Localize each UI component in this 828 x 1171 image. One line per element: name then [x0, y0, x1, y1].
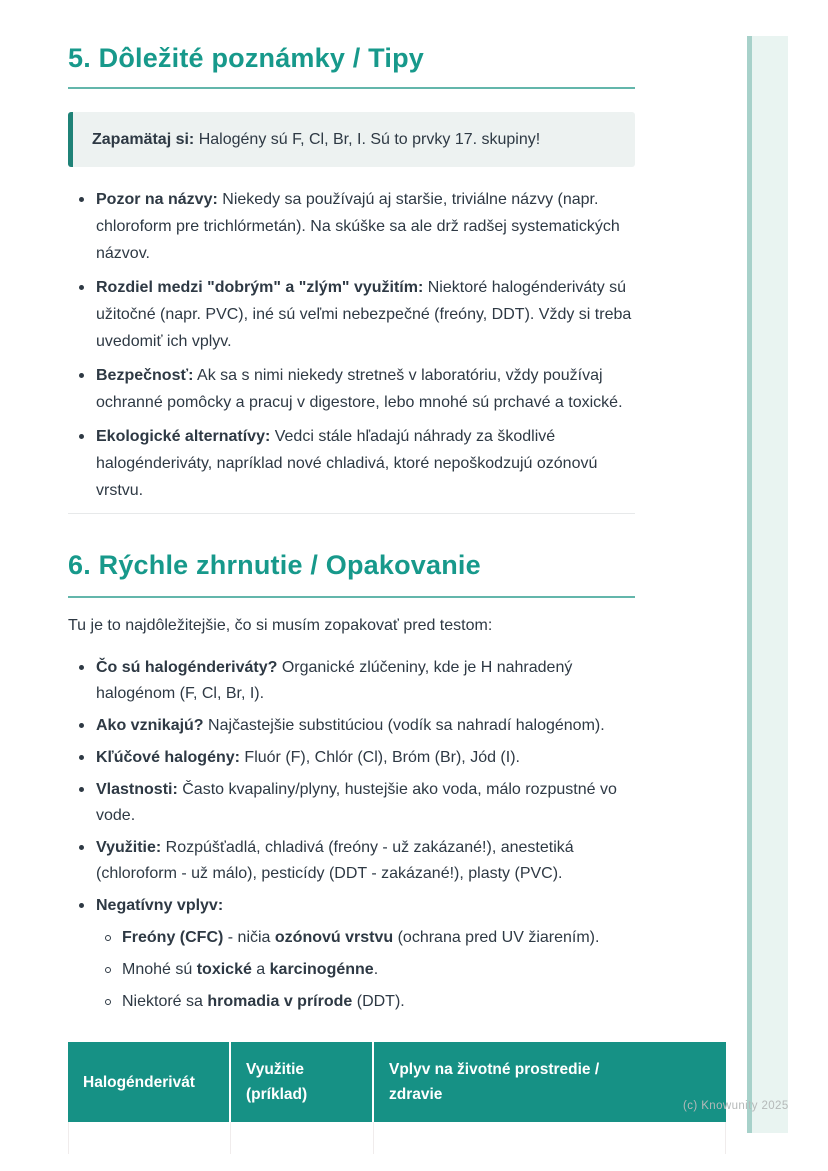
text-run: Fluór (F), Chlór (Cl), Bróm (Br), Jód (I).	[239, 749, 520, 766]
text-run: a	[251, 961, 270, 978]
section-5-title: 5. Dôležité poznámky / Tipy	[68, 43, 424, 73]
list-item-text	[96, 839, 574, 882]
circle-bullet-icon	[105, 935, 111, 941]
text-bold: Čo sú halogénderiváty?	[96, 659, 278, 676]
text-run: Niektoré halogénderiváty sú užitočné (napr. PVC), iné sú veľmi nebezpečné (freóny, DDT). Vždy si treba uvedomiť ich vplyv.	[96, 279, 632, 350]
table-cell	[231, 1122, 374, 1154]
section-5-bullet-list	[68, 186, 638, 511]
callout-text	[92, 131, 540, 148]
text-bold: Ako vznikajú?	[96, 717, 204, 734]
disc-bullet-icon	[79, 755, 84, 760]
list-item-text	[96, 279, 631, 350]
disc-bullet-icon	[79, 434, 84, 439]
text-run: Ak sa s nimi niekedy stretneš v laboratóriu, vždy používaj ochranné pomôcky a pracuj v digestore, lebo mnohé sú prchavé a toxické.	[96, 367, 623, 411]
table-header-row	[68, 1042, 726, 1122]
section-6-title-rule	[68, 596, 635, 598]
disc-bullet-icon	[79, 373, 84, 378]
list-item	[68, 925, 638, 951]
text-run: Najčastejšie substitúciou (vodík sa nahradí halogénom).	[203, 717, 605, 734]
text-run: Mnohé sú	[122, 961, 197, 978]
text-run: - ničia	[223, 929, 275, 946]
table-cell	[374, 1122, 726, 1154]
list-item-text	[96, 781, 617, 824]
text-bold: Využitie:	[96, 839, 162, 856]
remember-callout	[68, 112, 635, 167]
text-run: (DDT).	[352, 993, 405, 1010]
summary-table	[68, 1042, 726, 1154]
text-bold: Bezpečnosť:	[96, 367, 194, 384]
section-5-title-rule	[68, 87, 635, 89]
list-item	[68, 423, 638, 504]
circle-bullet-icon	[105, 999, 111, 1005]
disc-bullet-icon	[79, 723, 84, 728]
list-item	[68, 957, 638, 983]
scrollbar-rail[interactable]	[747, 36, 788, 1133]
list-item-text	[96, 897, 223, 914]
list-item	[68, 713, 638, 739]
summary-table-header	[68, 1042, 726, 1122]
text-bold: toxické	[196, 961, 252, 978]
watermark: (c) Knowunity 2025	[683, 1100, 789, 1112]
list-item	[68, 989, 638, 1015]
table-cell	[68, 1122, 231, 1154]
table-header-environment-impact	[374, 1042, 726, 1122]
text-bold: Zapamätaj si:	[92, 131, 195, 148]
list-item	[68, 186, 638, 267]
text-run: .	[373, 961, 379, 978]
list-item-text	[96, 191, 620, 262]
section-6-title: 6. Rýchle zhrnutie / Opakovanie	[68, 550, 481, 580]
list-item	[68, 893, 638, 919]
text-bold: Negatívny vplyv:	[96, 897, 224, 914]
text-run: (ochrana pred UV žiarením).	[393, 929, 600, 946]
text-run: Rozpúšťadlá, chladivá (freóny - už zakázané!), anestetiká (chloroform - už málo), pesticídy (DDT - zakázané!), plasty (PVC).	[96, 839, 574, 882]
table-header-halogen-derivative	[68, 1042, 231, 1122]
list-item-text	[122, 961, 378, 978]
list-item-text	[96, 749, 520, 766]
circle-bullet-icon	[105, 967, 111, 973]
disc-bullet-icon	[79, 903, 84, 908]
text-bold: Kľúčové halogény:	[96, 749, 240, 766]
text-bold: ozónovú vrstvu	[274, 929, 394, 946]
text-run: Vedci stále hľadajú náhrady za škodlivé halogénderiváty, napríklad nové chladivá, ktoré nepoškodzujú ozónovú vrstvu.	[96, 428, 598, 499]
disc-bullet-icon	[79, 285, 84, 290]
list-item-text	[96, 659, 572, 702]
table-header-text: Halogénderivát	[83, 1073, 195, 1091]
text-bold: Freóny (CFC)	[122, 929, 224, 946]
table-header-text: Vplyv na životné prostredie / zdravie	[389, 1061, 600, 1103]
section-divider	[68, 513, 635, 514]
list-item	[68, 274, 638, 355]
text-run: Halogény sú F, Cl, Br, I. Sú to prvky 17. skupiny!	[194, 131, 541, 148]
disc-bullet-icon	[79, 197, 84, 202]
text-run: Často kvapaliny/plyny, hustejšie ako voda, málo rozpustné vo vode.	[96, 781, 617, 824]
list-item	[68, 362, 638, 416]
list-item-text	[96, 367, 623, 411]
disc-bullet-icon	[79, 845, 84, 850]
section-6-bullet-list	[68, 655, 638, 1021]
text-bold: Pozor na názvy:	[96, 191, 218, 208]
list-item	[68, 745, 638, 771]
list-item-text	[122, 929, 599, 946]
disc-bullet-icon	[79, 665, 84, 670]
text-bold: Ekologické alternatívy:	[96, 428, 271, 445]
text-run: Organické zlúčeniny, kde je H nahradený halogénom (F, Cl, Br, I).	[96, 659, 573, 702]
text-bold: karcinogénne	[269, 961, 374, 978]
text-run: Niektoré sa	[122, 993, 208, 1010]
list-item-text	[96, 428, 597, 499]
table-row	[68, 1122, 726, 1154]
section-6-intro: Tu je to najdôležitejšie, čo si musím zopakovať pred testom:	[68, 617, 493, 634]
list-item	[68, 777, 638, 829]
disc-bullet-icon	[79, 787, 84, 792]
list-item-text	[96, 717, 605, 734]
table-header-text: Využitie (príklad)	[246, 1061, 308, 1103]
table-header-usage	[231, 1042, 374, 1122]
text-bold: Vlastnosti:	[96, 781, 178, 798]
text-bold: hromadia v prírode	[207, 993, 353, 1010]
text-bold: Rozdiel medzi "dobrým" a "zlým" využitím:	[96, 279, 424, 296]
list-item	[68, 835, 638, 887]
text-run: Niekedy sa používajú aj staršie, triviálne názvy (napr. chloroform pre trichlórmetán). Na skúške sa ale drž radšej systematických názvov.	[96, 191, 620, 262]
list-item-text	[122, 993, 405, 1010]
list-item	[68, 655, 638, 707]
